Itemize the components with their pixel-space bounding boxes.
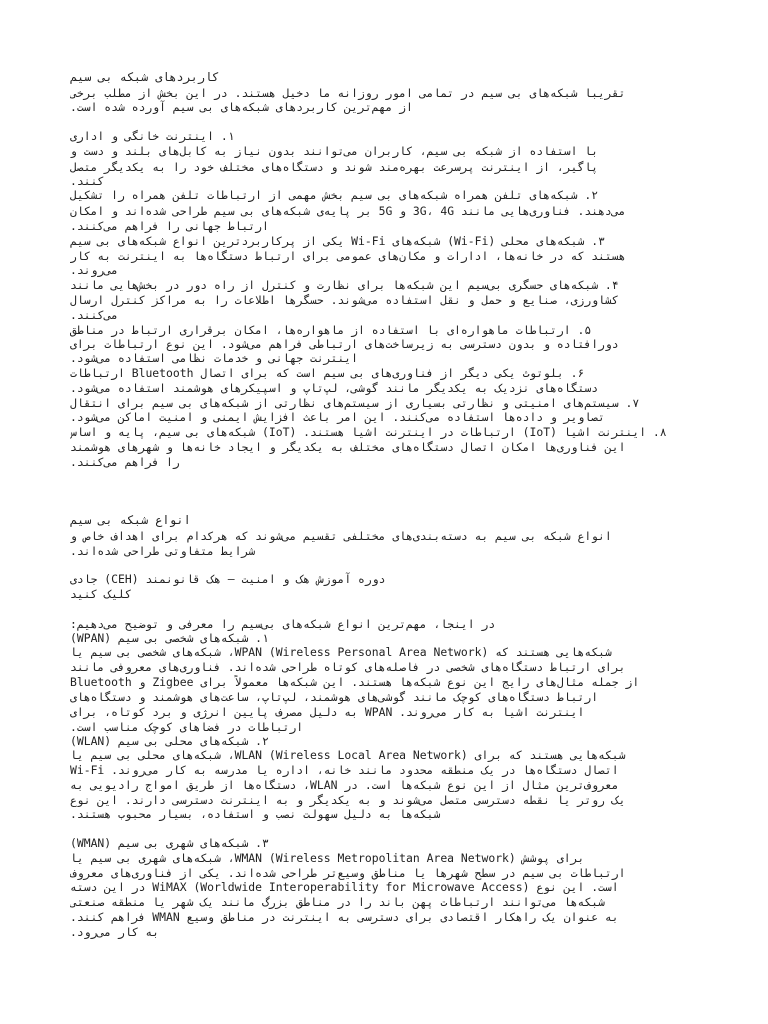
list-item: ۷. سیستم‌های امنیتی و نظارتی بسیاری از سیستم‌های نظارتی از شبکه‌های بی سیم برای انتقال bbox=[70, 396, 640, 410]
paragraph-line: به کار می‌رود. bbox=[70, 925, 160, 939]
paragraph-line: از مهم‌ترین کاربردهای شبکه‌های بی سیم آورده شده است. bbox=[70, 100, 413, 114]
paragraph-line: شبکه‌ها می‌توانند ارتباطات پهن باند را در مناطق بزرگ مانند یک شهر یا منطقه صنعتی bbox=[70, 895, 605, 909]
paragraph-line: تقریبا شبکه‌های بی سیم در تمامی امور روزانه ما دخیل هستند. در این بخش از مطلب برخی bbox=[70, 86, 626, 100]
paragraph-line: به عنوان یک راهکار اقتصادی برای دسترسی به اینترنت در مناطق وسیع WMAN فراهم کنند. bbox=[70, 910, 619, 924]
subheading-wlan: ۲. شبکه‌های محلی بی سیم (WLAN) bbox=[70, 734, 269, 748]
paragraph-line: برای پوشش WMAN (Wireless Metropolitan Area Network)، شبکه‌های شهری بی سیم یا bbox=[70, 851, 585, 865]
list-item: هستند که در خانه‌ها، ادارات و مکان‌های عمومی برای ارتباط دستگاه‌ها به اینترنت به کار bbox=[70, 249, 626, 263]
paragraph-line: است. این نوع WiMAX (Worldwide Interoperability for Microwave Access) در این دسته bbox=[70, 880, 619, 894]
list-item: ۸. اینترنت اشیا (IoT) ارتباطات در اینترنت اشیا هستند. (IoT) شبکه‌های بی سیم، پایه و اساس bbox=[70, 425, 667, 439]
paragraph-line: شبکه‌ها به دلیل سهولت نصب و استفاده، بسیار محبوب هستند. bbox=[70, 807, 441, 821]
list-item: می‌کنند. bbox=[70, 308, 119, 322]
paragraph-line: ارتباطات در فضاهای کوچک مناسب است. bbox=[70, 720, 304, 734]
list-item: کنند. bbox=[70, 174, 105, 188]
subheading-wpan: ۱. شبکه‌های شخصی بی سیم (WPAN) bbox=[70, 631, 269, 645]
list-item: ۱. اینترنت خانگی و اداری bbox=[70, 129, 235, 143]
list-item: ۵. ارتباطات ماهواره‌ای با استفاده از ماهواره‌ها، امکان برقراری ارتباط در مناطق bbox=[70, 323, 592, 337]
list-item: این فناوری‌ها امکان اتصال دستگاه‌های مختلف به یکدیگر و ایجاد خانه‌ها و شهرهای هوشمند bbox=[70, 440, 626, 454]
paragraph-line: شبکه‌هایی هستند که برای WLAN (Wireless Local Area Network)، شبکه‌های محلی بی سیم یا bbox=[70, 748, 626, 762]
paragraph-line: اتصال دستگاه‌ها در یک منطقه محدود مانند خانه، اداره یا مدرسه به کار می‌روند. Wi-Fi bbox=[70, 763, 619, 777]
section-title-types: انواع شبکه بی سیم bbox=[70, 513, 191, 527]
paragraph-line: ارتباطات بی سیم در سطح شهرها یا مناطق وسیع‌تر طراحی شده‌اند. یکی از فناوری‌های معروف bbox=[70, 866, 626, 880]
list-item: ارتباط جهانی را فراهم می‌کنند. bbox=[70, 219, 269, 233]
subheading-wman: ۳. شبکه‌های شهری بی سیم (WMAN) bbox=[70, 836, 269, 850]
list-item: دورافتاده و بدون دسترسی به زیرساخت‌های ارتباطی فراهم می‌شود. این نوع ارتباطات برای bbox=[70, 337, 619, 351]
list-item: ۴. شبکه‌های حسگری بی‌سیم این شبکه‌ها برای نظارت و کنترل از راه دور در بخش‌هایی مانند bbox=[70, 278, 619, 292]
list-item: ۶. بلوتوث یکی دیگر از فناوری‌های بی سیم است که برای اتصال Bluetooth ارتباطات bbox=[70, 366, 585, 380]
paragraph-line: اینترنت اشیا به کار می‌روند. WPAN به دلیل مصرف پایین انرژی و برد کوتاه، برای bbox=[70, 705, 585, 719]
list-item: را فراهم می‌کنند. bbox=[70, 455, 180, 469]
list-item: پاگیر، از اینترنت پرسرعت بهره‌مند شوند و دستگاه‌های مختلف خود را به یکدیگر متصل bbox=[70, 160, 599, 174]
list-item: دستگاه‌های نزدیک به یکدیگر مانند گوشی، لپ‌تاپ و اسپیکرهای هوشمند استفاده می‌شود. bbox=[70, 381, 599, 395]
list-item: با استفاده از شبکه بی سیم، کاربران می‌توانند بدون نیاز به کابل‌های بلند و دست و bbox=[70, 144, 599, 158]
promo-link[interactable]: دوره آموزش هک و امنیت – هک قانونمند (CEH) جادی bbox=[70, 572, 386, 586]
paragraph-line: معروف‌ترین مثال از این نوع شبکه‌ها است. در WLAN، دستگاه‌ها از طریق امواج رادیویی به bbox=[70, 778, 619, 792]
list-item: ۳. شبکه‌های محلی (Wi-Fi) شبکه‌های Wi-Fi یکی از پرکاربردترین انواع شبکه‌های بی سیم bbox=[70, 234, 605, 248]
paragraph-line: یک روتر یا نقطه دسترسی متصل می‌شوند و به یکدیگر و به اینترنت دسترسی دارند. این نوع bbox=[70, 793, 626, 807]
list-item: اینترنت جهانی و خدمات نظامی استفاده می‌شود. bbox=[70, 351, 359, 365]
paragraph-line: شبکه‌هایی هستند که WPAN (Wireless Personal Area Network)، شبکه‌های شخصی بی سیم یا bbox=[70, 645, 612, 659]
section-title-applications: کاربردهای شبکه بی سیم bbox=[70, 70, 220, 84]
paragraph-line: برای ارتباط دستگاه‌های شخصی در فاصله‌های کوتاه طراحی شده‌اند. فناوری‌های معروفی مانند bbox=[70, 660, 626, 674]
paragraph-line: ارتباط دستگاه‌های کوچک مانند گوشی‌های هوشمند، لپ‌تاپ، ساعت‌های هوشمند و دستگاه‌های bbox=[70, 690, 599, 704]
list-item: تصاویر و داده‌ها استفاده می‌کنند. این امر باعث افزایش ایمنی و امنیت اماکن می‌شود. bbox=[70, 410, 605, 424]
paragraph-line: انواع شبکه بی سیم به دسته‌بندی‌های مختلفی تقسیم می‌شوند که هرکدام برای اهداف خاص و bbox=[70, 529, 612, 543]
paragraph-line: شرایط متفاوتی طراحی شده‌اند. bbox=[70, 544, 256, 558]
list-item: کشاورزی، صنایع و حمل و نقل استفاده می‌شوند. حسگرها اطلاعات را به مراکز کنترل ارسال bbox=[70, 293, 619, 307]
promo-click-link[interactable]: کلیک کنید bbox=[70, 587, 132, 601]
list-item: می‌روند. bbox=[70, 263, 119, 277]
paragraph-line: از جمله مثال‌های رایج این نوع شبکه‌ها هستند. این شبکه‌ها معمولاً برای Zigbee و Bluetooth bbox=[70, 675, 640, 689]
list-item: ۲. شبکه‌های تلفن همراه شبکه‌های بی سیم بخش مهمی از ارتباطات تلفن همراه را تشکیل bbox=[70, 188, 599, 202]
list-item: می‌دهند. فناوری‌هایی مانند 3G، 4G و 5G بر پایه‌ی شبکه‌های بی سیم طراحی شده‌اند و امکان bbox=[70, 204, 626, 218]
paragraph-line: در اینجا، مهم‌ترین انواع شبکه‌های بی‌سیم را معرفی و توضیح می‌دهیم: bbox=[70, 617, 496, 631]
